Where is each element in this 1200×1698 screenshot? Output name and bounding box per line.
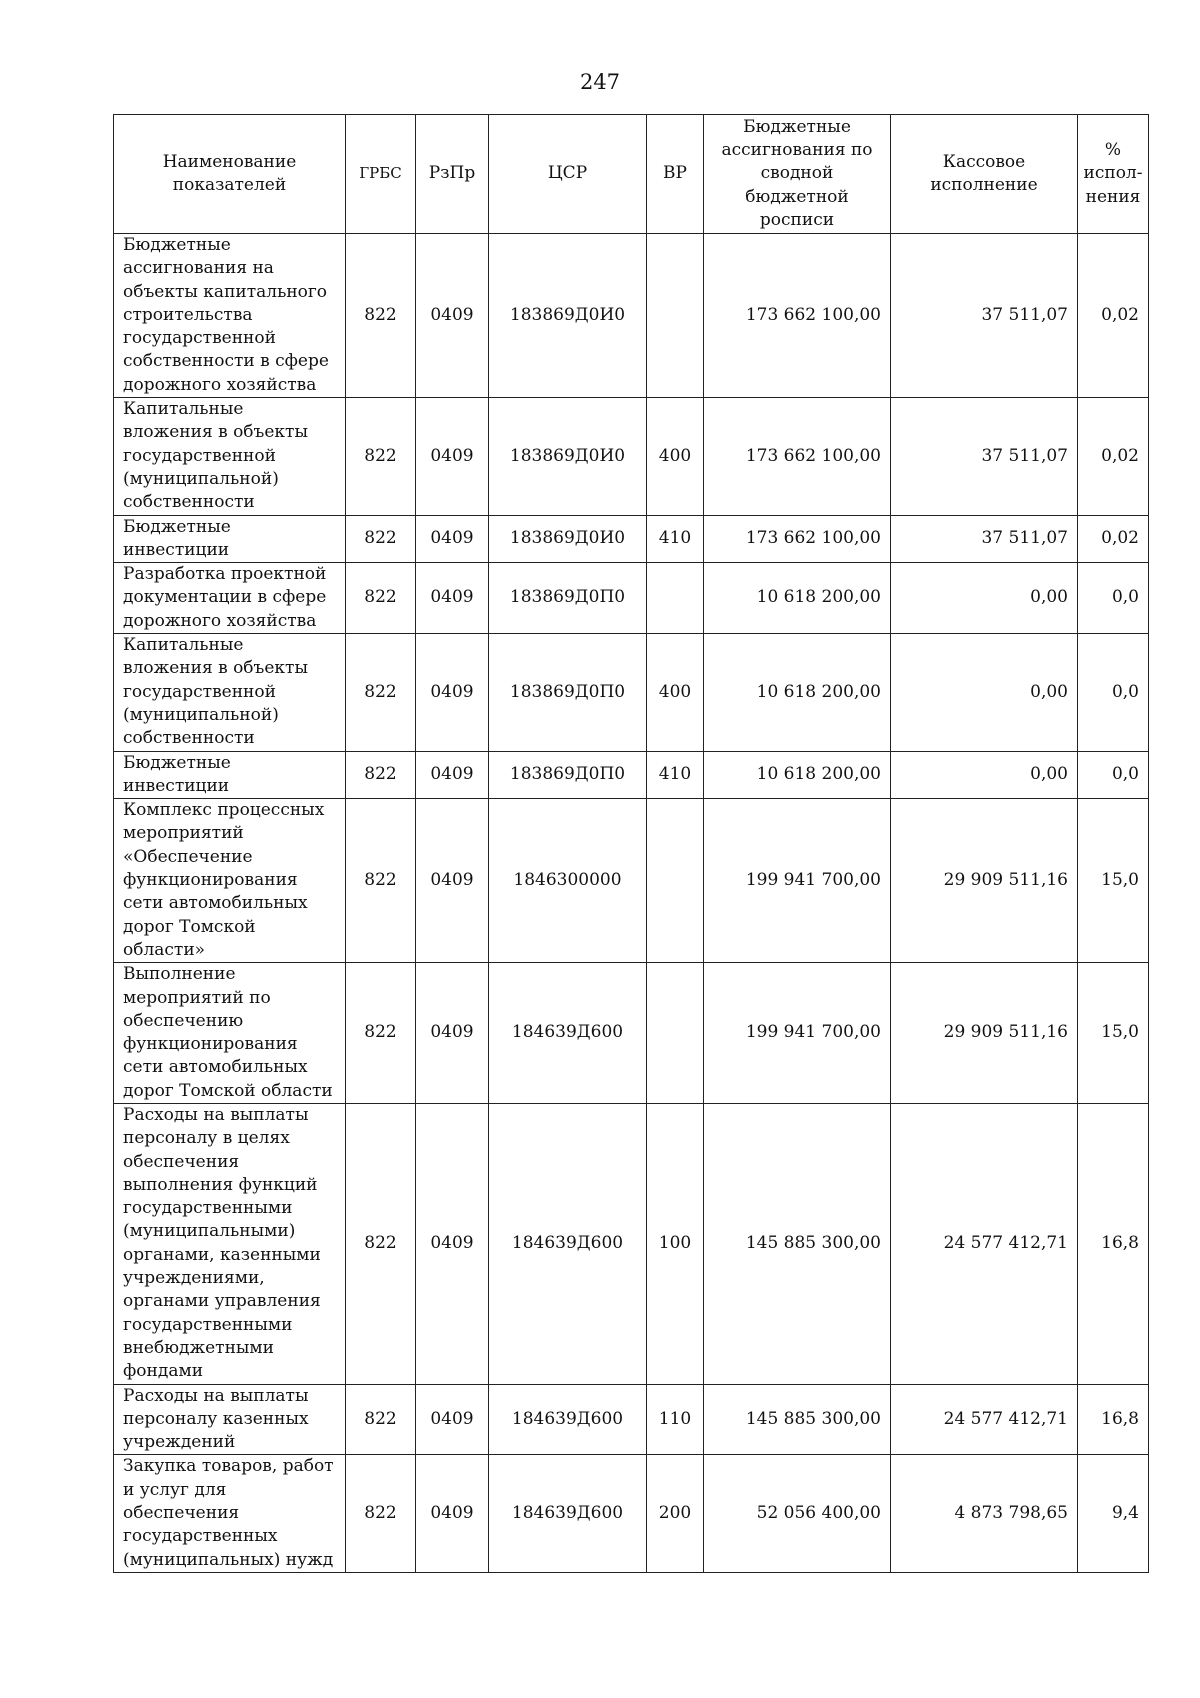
table-row: [114, 1455, 1149, 1572]
row-percent-execution: 0,02: [1078, 515, 1149, 563]
row-assignments: 145 885 300,00: [704, 1103, 891, 1384]
row-assignments: 173 662 100,00: [704, 515, 891, 563]
row-name: Бюджетные инвестиции: [114, 751, 346, 799]
row-cash-execution: 29 909 511,16: [891, 963, 1078, 1104]
row-vr: [647, 234, 704, 398]
row-assignments: 10 618 200,00: [704, 563, 891, 634]
header-cash-execution: Кассовое исполнение: [891, 115, 1078, 234]
row-rzpr: 0409: [416, 799, 489, 963]
row-grbs: 822: [346, 563, 416, 634]
row-name: Закупка товаров, работ и услуг для обеспечения государственных (муниципальных) нужд: [114, 1455, 346, 1572]
row-name: Разработка проектной документации в сфере дорожного хозяйства: [114, 563, 346, 634]
row-percent-execution: 0,02: [1078, 398, 1149, 515]
row-percent-execution: 15,0: [1078, 799, 1149, 963]
table-row: [114, 515, 1149, 563]
row-name: Выполнение мероприятий по обеспечению функционирования сети автомобильных дорог Томской области: [114, 963, 346, 1104]
row-name: Бюджетные инвестиции: [114, 515, 346, 563]
row-csr: 183869Д0И0: [489, 398, 647, 515]
table-row: [114, 799, 1149, 963]
row-percent-execution: 16,8: [1078, 1103, 1149, 1384]
row-cash-execution: 0,00: [891, 634, 1078, 751]
row-rzpr: 0409: [416, 1455, 489, 1572]
row-name: Капитальные вложения в объекты государственной (муниципальной) собственности: [114, 398, 346, 515]
row-percent-execution: 15,0: [1078, 963, 1149, 1104]
row-assignments: 173 662 100,00: [704, 234, 891, 398]
row-grbs: 822: [346, 634, 416, 751]
row-grbs: 822: [346, 963, 416, 1104]
row-cash-execution: 29 909 511,16: [891, 799, 1078, 963]
row-csr: 183869Д0П0: [489, 634, 647, 751]
table-row: [114, 1384, 1149, 1455]
table-row: [114, 751, 1149, 799]
header-rzpr: РзПр: [416, 115, 489, 234]
row-rzpr: 0409: [416, 563, 489, 634]
row-csr: 183869Д0П0: [489, 563, 647, 634]
row-cash-execution: 0,00: [891, 563, 1078, 634]
row-rzpr: 0409: [416, 398, 489, 515]
row-rzpr: 0409: [416, 963, 489, 1104]
row-vr: 100: [647, 1103, 704, 1384]
header-assignments: Бюджетные ассигнования по сводной бюджетной росписи: [704, 115, 891, 234]
row-rzpr: 0409: [416, 515, 489, 563]
row-rzpr: 0409: [416, 634, 489, 751]
row-name: Расходы на выплаты персоналу в целях обеспечения выполнения функций государственными (муниципальными) органами, казенными учреждениями, органами управления государственными внебюджетными фондами: [114, 1103, 346, 1384]
row-vr: [647, 799, 704, 963]
header-name: Наименование показателей: [114, 115, 346, 234]
row-grbs: 822: [346, 1103, 416, 1384]
row-percent-execution: 0,0: [1078, 634, 1149, 751]
row-name: Комплекс процессных мероприятий «Обеспечение функционирования сети автомобильных дорог Томской области»: [114, 799, 346, 963]
row-csr: 183869Д0И0: [489, 234, 647, 398]
row-csr: 183869Д0П0: [489, 751, 647, 799]
row-rzpr: 0409: [416, 234, 489, 398]
row-cash-execution: 24 577 412,71: [891, 1384, 1078, 1455]
row-csr: 183869Д0И0: [489, 515, 647, 563]
row-csr: 184639Д600: [489, 1103, 647, 1384]
page-number: 247: [579, 70, 621, 94]
row-cash-execution: 0,00: [891, 751, 1078, 799]
table-row: [114, 963, 1149, 1104]
row-vr: 400: [647, 398, 704, 515]
table-header-row: [114, 115, 1149, 234]
row-assignments: 145 885 300,00: [704, 1384, 891, 1455]
row-rzpr: 0409: [416, 1384, 489, 1455]
row-grbs: 822: [346, 515, 416, 563]
row-percent-execution: 0,02: [1078, 234, 1149, 398]
row-grbs: 822: [346, 234, 416, 398]
row-cash-execution: 37 511,07: [891, 515, 1078, 563]
row-assignments: 199 941 700,00: [704, 963, 891, 1104]
row-percent-execution: 0,0: [1078, 751, 1149, 799]
row-assignments: 52 056 400,00: [704, 1455, 891, 1572]
table-row: [114, 563, 1149, 634]
row-cash-execution: 4 873 798,65: [891, 1455, 1078, 1572]
header-grbs: ГРБС: [346, 115, 416, 234]
table-row: [114, 234, 1149, 398]
row-csr: 184639Д600: [489, 1455, 647, 1572]
row-csr: 1846300000: [489, 799, 647, 963]
row-assignments: 199 941 700,00: [704, 799, 891, 963]
row-percent-execution: 9,4: [1078, 1455, 1149, 1572]
row-name: Расходы на выплаты персоналу казенных учреждений: [114, 1384, 346, 1455]
row-percent-execution: 0,0: [1078, 563, 1149, 634]
row-vr: [647, 963, 704, 1104]
row-rzpr: 0409: [416, 1103, 489, 1384]
row-percent-execution: 16,8: [1078, 1384, 1149, 1455]
row-assignments: 173 662 100,00: [704, 398, 891, 515]
row-grbs: 822: [346, 1384, 416, 1455]
row-vr: 410: [647, 751, 704, 799]
row-grbs: 822: [346, 751, 416, 799]
row-grbs: 822: [346, 799, 416, 963]
row-grbs: 822: [346, 1455, 416, 1572]
row-assignments: 10 618 200,00: [704, 634, 891, 751]
header-csr: ЦСР: [489, 115, 647, 234]
row-rzpr: 0409: [416, 751, 489, 799]
table-row: [114, 1103, 1149, 1384]
row-grbs: 822: [346, 398, 416, 515]
header-vr: ВР: [647, 115, 704, 234]
row-cash-execution: 37 511,07: [891, 398, 1078, 515]
budget-execution-table: [113, 114, 1149, 1573]
row-name: Капитальные вложения в объекты государственной (муниципальной) собственности: [114, 634, 346, 751]
row-csr: 184639Д600: [489, 963, 647, 1104]
row-csr: 184639Д600: [489, 1384, 647, 1455]
table-row: [114, 398, 1149, 515]
header-percent-execution: % испол-нения: [1078, 115, 1149, 234]
row-vr: 400: [647, 634, 704, 751]
row-name: Бюджетные ассигнования на объекты капитального строительства государственной собственности в сфере дорожного хозяйства: [114, 234, 346, 398]
row-vr: 410: [647, 515, 704, 563]
table-row: [114, 634, 1149, 751]
row-vr: 110: [647, 1384, 704, 1455]
row-vr: 200: [647, 1455, 704, 1572]
row-cash-execution: 37 511,07: [891, 234, 1078, 398]
row-vr: [647, 563, 704, 634]
row-assignments: 10 618 200,00: [704, 751, 891, 799]
row-cash-execution: 24 577 412,71: [891, 1103, 1078, 1384]
